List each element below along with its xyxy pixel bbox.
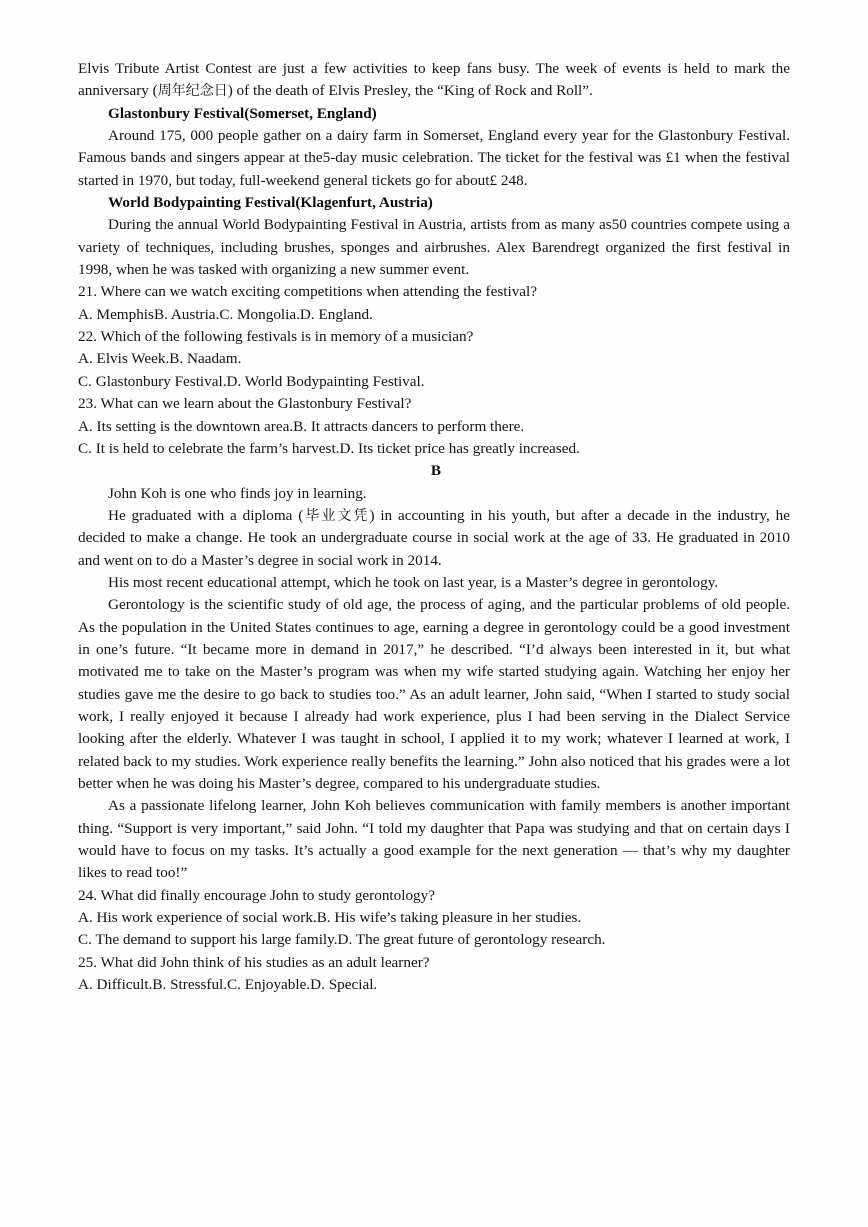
question-23-options-ab[interactable]: A. Its setting is the downtown area.B. It attracts dancers to perform there. <box>78 417 525 435</box>
question-25-prompt: 25. What did John think of his studies as an adult learner? <box>78 953 430 971</box>
passage-b-paragraph-3: His most recent educational attempt, which he took on last year, is a Master’s degree in gerontology. <box>108 573 719 591</box>
glastonbury-festival-heading: Glastonbury Festival(Somerset, England) <box>108 104 377 122</box>
passage-b-section-letter: B <box>430 462 442 480</box>
passage-b-paragraph-1: John Koh is one who finds joy in learning. <box>108 484 367 502</box>
question-22-prompt: 22. Which of the following festivals is in memory of a musician? <box>78 328 474 346</box>
question-25-options[interactable]: A. Difficult.B. Stressful.C. Enjoyable.D. Special. <box>78 976 378 994</box>
passage-b-paragraph-2: He graduated with a diploma (毕业文凭) in accounting in his youth, but after a decade in the industry, he decided to make a change. He took an undergraduate course in social work at the age of 33. He graduated in 2010 and went on to do a Master’s degree in social work in 2014. <box>78 506 790 569</box>
passage-a-continued-paragraph: Elvis Tribute Artist Contest are just a few activities to keep fans busy. The week of events is held to mark the anniversary (周年纪念日) of the death of Elvis Presley, the “King of Rock and Roll”. <box>78 60 790 100</box>
question-22-options-ab[interactable]: A. Elvis Week.B. Naadam. <box>78 350 242 368</box>
question-21-prompt: 21. Where can we watch exciting competitions when attending the festival? <box>78 283 537 301</box>
question-24-options-ab[interactable]: A. His work experience of social work.B. His wife’s taking pleasure in her studies. <box>78 909 582 927</box>
question-21-options[interactable]: A. MemphisB. Austria.C. Mongolia.D. England. <box>78 305 373 323</box>
passage-b-paragraph-5: As a passionate lifelong learner, John Koh believes communication with family members is another important thing. “Support is very important,” said John. “I told my daughter that Papa was studying and that on certain days I would have to focus on my tasks. It’s actually a good example for the next generation — that’s why my daughter likes to read too!” <box>78 797 790 882</box>
world-bodypainting-festival-paragraph: During the annual World Bodypainting Festival in Austria, artists from as many as50 countries compete using a variety of techniques, including brushes, sponges and airbrushes. Alex Barendregt organized the first festival in 1998, when he was tasked with organizing a new summer event. <box>78 216 790 279</box>
glastonbury-festival-paragraph: Around 175, 000 people gather on a dairy farm in Somerset, England every year for the Glastonbury Festival. Famous bands and singers appear at the5-day music celebration. The ticket for the festival was £1 when the festival started in 1970, but today, full-weekend general tickets go for about£ 248. <box>78 127 790 189</box>
question-23-options-cd[interactable]: C. It is held to celebrate the farm’s harvest.D. Its ticket price has greatly increased. <box>78 439 580 457</box>
page-content-column <box>78 58 790 996</box>
question-22-options-cd[interactable]: C. Glastonbury Festival.D. World Bodypainting Festival. <box>78 372 425 390</box>
world-bodypainting-festival-heading: World Bodypainting Festival(Klagenfurt, Austria) <box>108 194 433 212</box>
question-24-options-cd[interactable]: C. The demand to support his large family.D. The great future of gerontology research. <box>78 931 606 949</box>
passage-b-paragraph-4: Gerontology is the scientific study of old age, the process of aging, and the particular problems of old people. As the population in the United States continues to age, earning a degree in gerontology could be a good investment in one’s future. “It became more in demand in 2017,” he described. “I’d always been interested in it, but what motivated me to take on the Master’s program was when my wife started studying again. Watching her enjoy her studies gave me the desire to go back to studies too.” As an adult learner, John said, “When I started to study social work, I really enjoyed it because I already had work experience, plus I had been serving in the Dialect Service looking after the elderly. Whatever I was taught in school, I applied it to my work; whatever I learned at work, I related back to my studies. Work experience really benefits the learning.” John also noticed that his grades were a lot better when he was doing his Master’s degree, compared to his undergraduate studies. <box>78 596 790 792</box>
question-24-prompt: 24. What did finally encourage John to study gerontology? <box>78 886 435 904</box>
question-23-prompt: 23. What can we learn about the Glastonbury Festival? <box>78 395 412 413</box>
